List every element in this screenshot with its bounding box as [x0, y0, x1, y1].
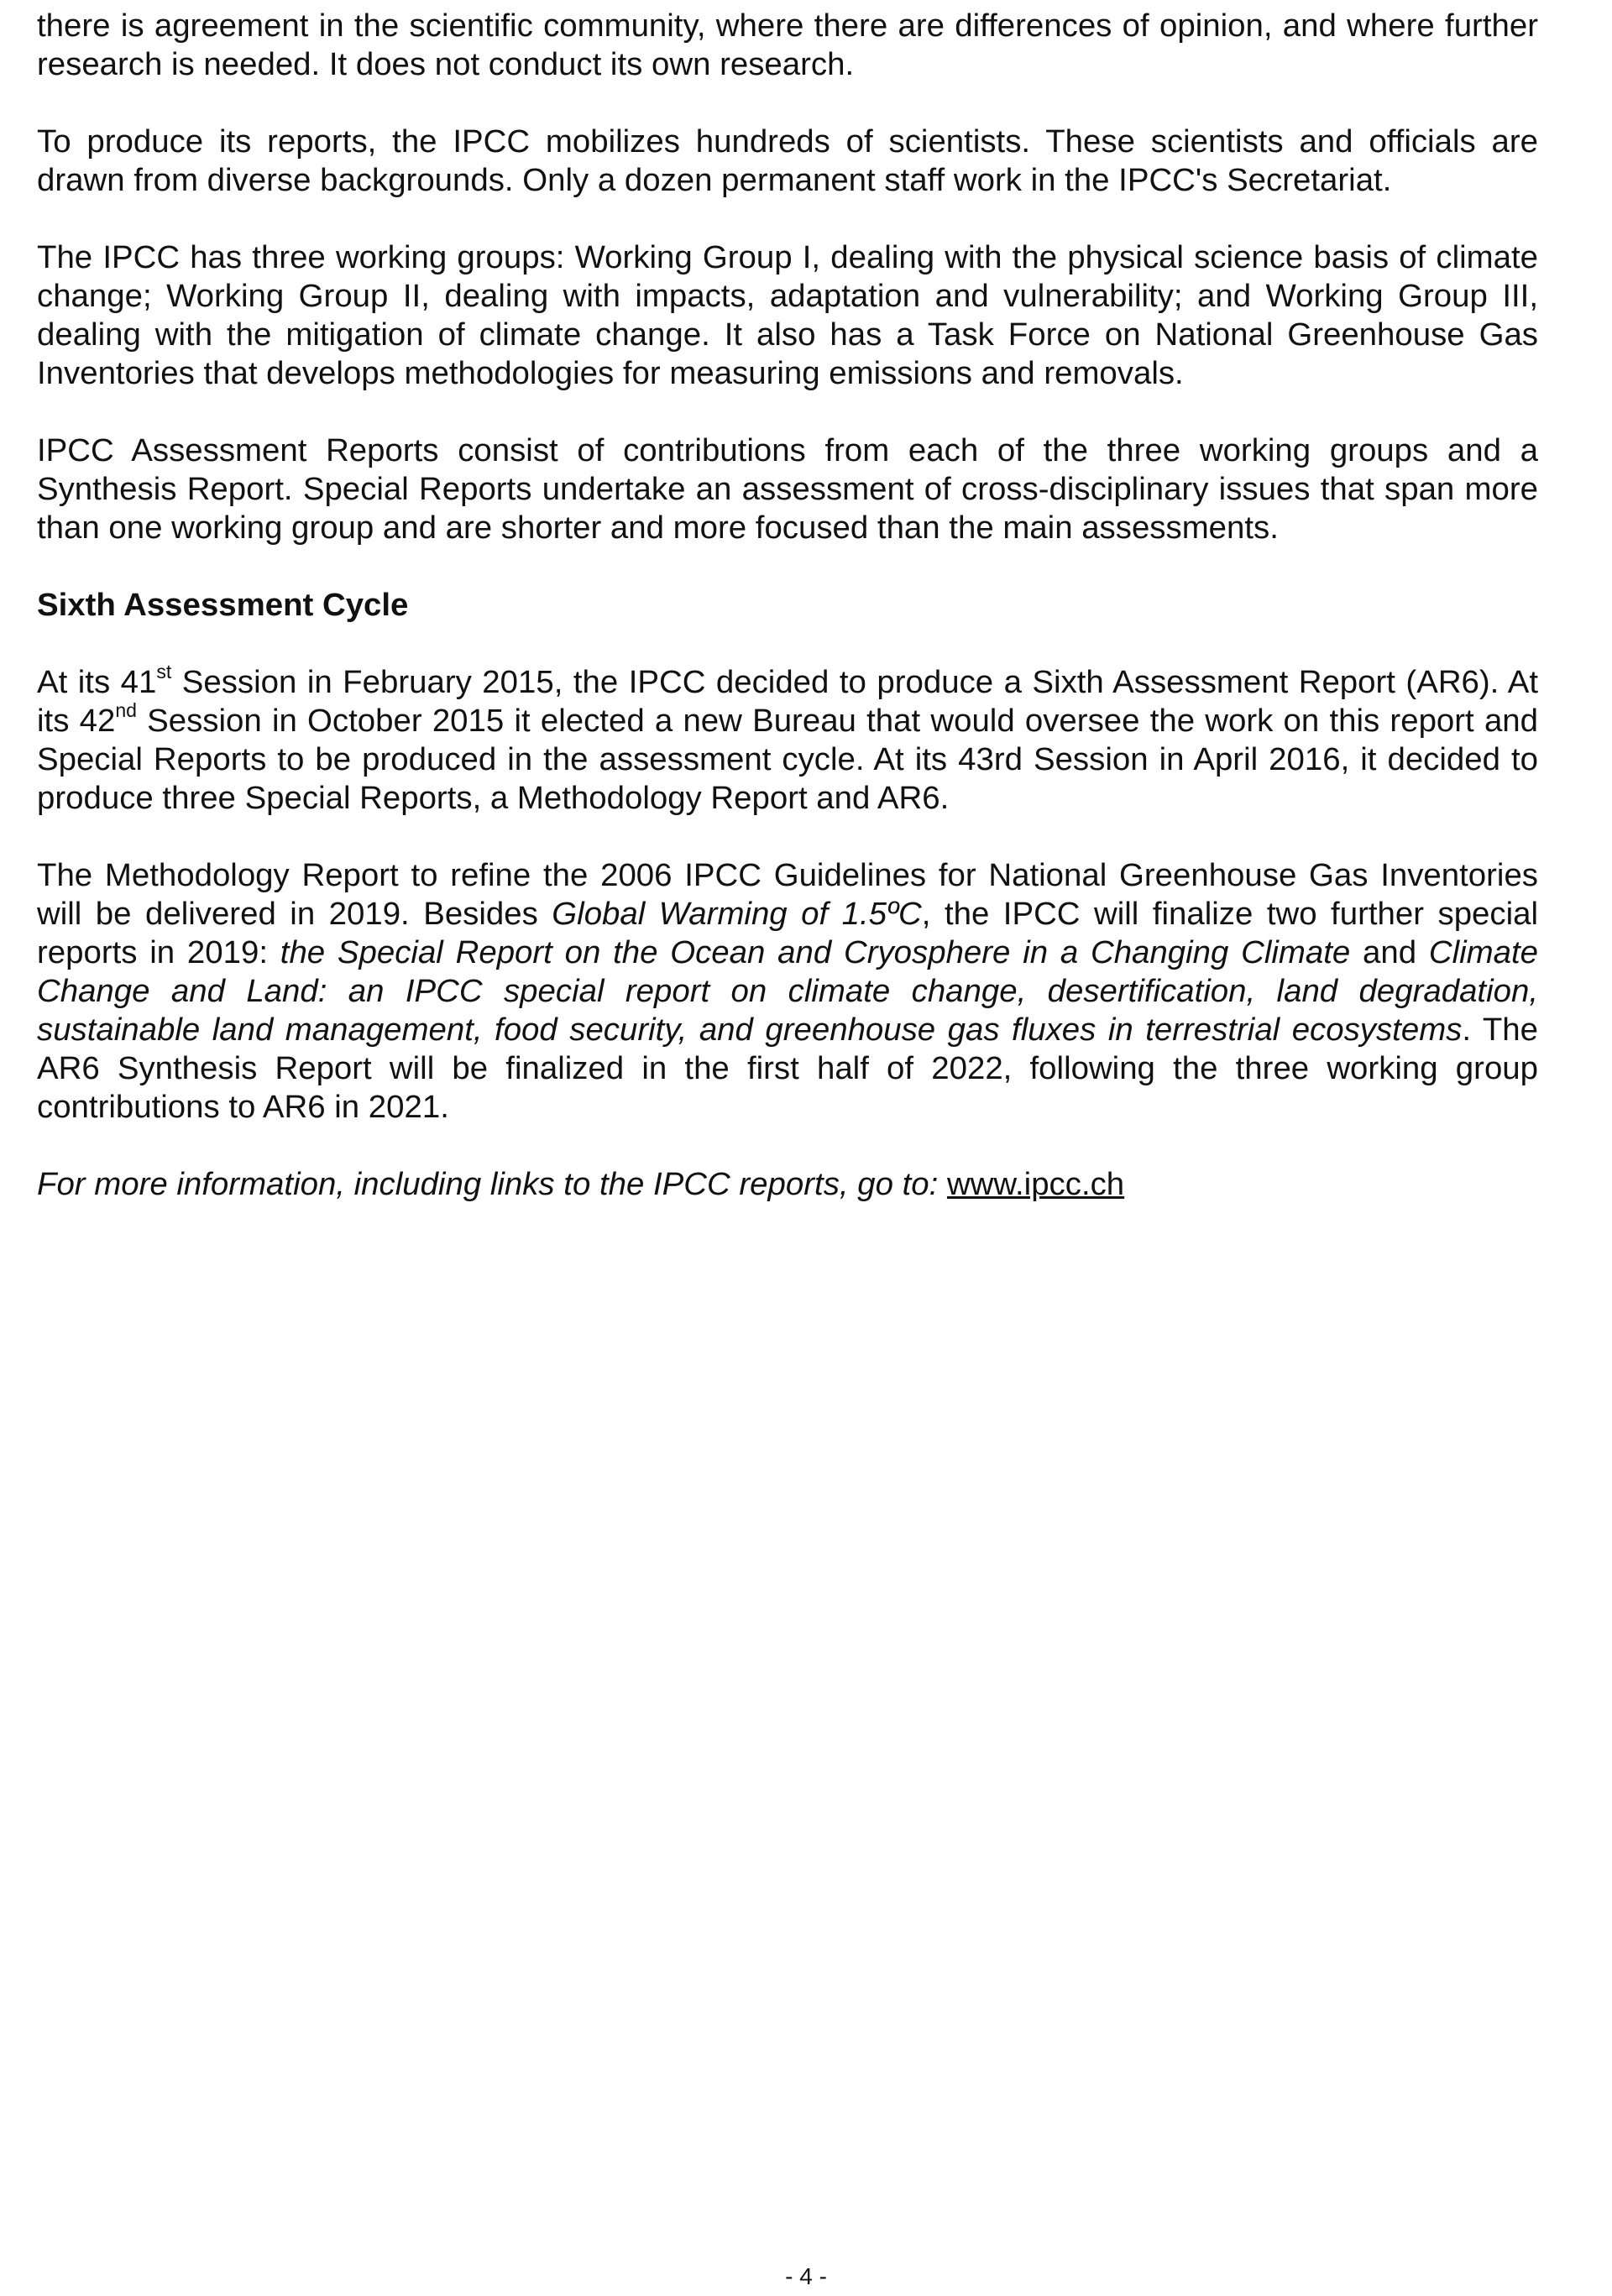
ar6-text-b: Session in February 2015, the IPCC decided to produce a Sixth Assessment Report (AR6). At its 42	[37, 664, 1538, 739]
document-body	[37, 7, 1538, 1242]
ordinal-suffix-st: st	[156, 660, 172, 683]
title-ocean-cryosphere: the Special Report on the Ocean and Cryosphere in a Changing Climate	[280, 934, 1351, 970]
title-climate-change-land: Climate Change and Land: an IPCC special report on climate change, desertification, land degradation, sustainable land management, food security, and greenhouse gas fluxes in terrestrial ecosystems	[37, 934, 1539, 1048]
ar6-text-a: At its 41	[37, 664, 157, 700]
more-information-text: For more information, including links to the IPCC reports, go to:	[37, 1166, 939, 1202]
page-number: - 4 -	[785, 2263, 827, 2289]
paragraph-ar6-sessions	[37, 660, 1538, 818]
ar6-text-c: Session in October 2015 it elected a new Bureau that would oversee the work on this report and Special Reports to be produced in the assessment cycle. At its 43rd Session in April 2016, it decided to produce three Special Reports, a Methodology Report and AR6.	[37, 703, 1538, 816]
paragraph-assessment-reports: IPCC Assessment Reports consist of contributions from each of the three working groups and a Synthesis Report. Special Reports undertake an assessment of cross-disciplinary issues that span more than one working group and are shorter and more focused than the main assessments.	[37, 432, 1538, 546]
methodology-text-3: and	[1350, 934, 1429, 970]
paragraph-working-groups: The IPCC has three working groups: Working Group I, dealing with the physical science basis of climate change; Working Group II, dealing with impacts, adaptation and vulnerability; and Working Group III, dealing with the mitigation of climate change. It also has a Task Force on National Greenhouse Gas Inventories that develops methodologies for measuring emissions and removals.	[37, 239, 1538, 391]
methodology-text-1: The Methodology Report to refine the 2006 IPCC Guidelines for National Greenhouse Gas Inventories will be delivered in 2019. Besides	[37, 857, 1538, 932]
ipcc-website-link[interactable]: www.ipcc.ch	[946, 1166, 1125, 1202]
more-information-line	[37, 1165, 1538, 1204]
methodology-text-4: . The AR6 Synthesis Report will be finalized in the first half of 2022, following the three working group contributions to AR6 in 2021.	[37, 1012, 1538, 1125]
title-global-warming: Global Warming of 1.5ºC	[552, 896, 922, 932]
paragraph-ipcc-role: there is agreement in the scientific community, where there are differences of opinion, and where further research is needed. It does not conduct its own research.	[37, 8, 1538, 82]
ordinal-suffix-nd: nd	[115, 698, 137, 721]
paragraph-ipcc-scientists: To produce its reports, the IPCC mobilizes hundreds of scientists. These scientists and officials are drawn from diverse backgrounds. Only a dozen permanent staff work in the IPCC's Secretariat.	[37, 123, 1538, 198]
section-heading: Sixth Assessment Cycle	[37, 587, 409, 623]
paragraph-methodology-report	[37, 856, 1538, 1127]
methodology-text-2: , the IPCC will finalize two further special reports in 2019:	[37, 896, 1538, 970]
